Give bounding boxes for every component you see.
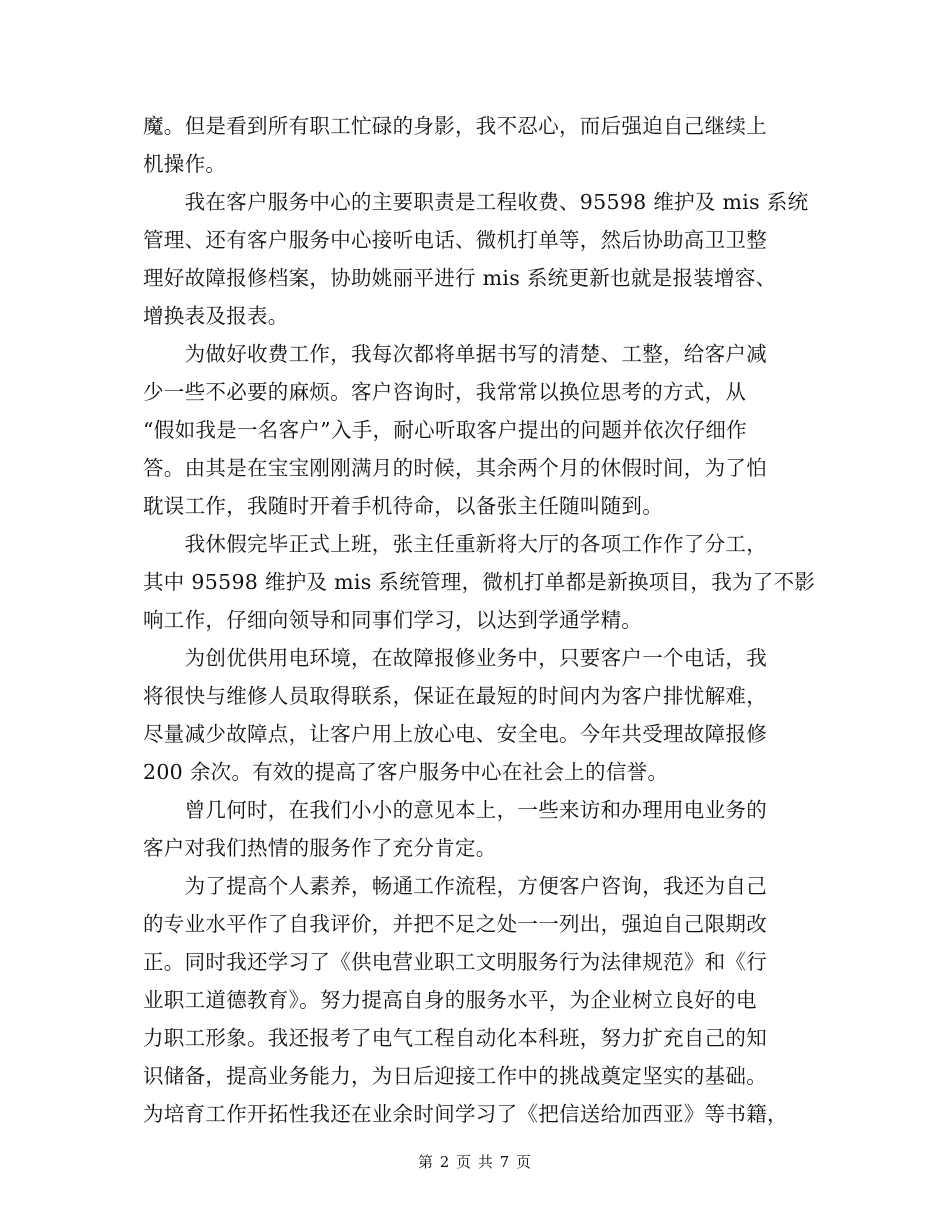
text-line: 为创优供用电环境，在故障报修业务中，只要客户一个电话，我	[143, 646, 767, 670]
text-line: 200 余次。有效的提高了客户服务中心在社会上的信誉。	[143, 760, 669, 784]
text-line: 答。由其是在宝宝刚刚满月的时候，其余两个月的休假时间，为了怕	[143, 456, 767, 480]
page-number-footer: 第 2 页 共 7 页	[418, 1153, 532, 1171]
text-line: 尽量减少故障点，让客户用上放心电、安全电。今年共受理故障报修	[143, 722, 767, 746]
text-line: 的专业水平作了自我评价，并把不足之处一一列出，强迫自己限期改	[143, 912, 767, 936]
text-line: 为培育工作开拓性我还在业余时间学习了《把信送给加西亚》等书籍，	[143, 1102, 788, 1126]
text-line: 将很快与维修人员取得联系，保证在最短的时间内为客户排忧解难，	[143, 684, 767, 708]
text-line: 为了提高个人素养，畅通工作流程，方便客户咨询，我还为自己	[143, 874, 767, 898]
text-line: 力职工形象。我还报考了电气工程自动化本科班，努力扩充自己的知	[143, 1026, 767, 1050]
text-line: 响工作，仔细向领导和同事们学习，以达到学通学精。	[143, 608, 643, 632]
text-line: 我休假完毕正式上班，张主任重新将大厅的各项工作作了分工，	[143, 532, 767, 556]
text-line: 耽误工作，我随时开着手机待命，以备张主任随叫随到。	[143, 494, 663, 518]
text-line: “假如我是一名客户”入手，耐心听取客户提出的问题并依次仔细作	[143, 418, 747, 442]
text-line: 管理、还有客户服务中心接听电话、微机打单等，然后协助高卫卫整	[143, 228, 767, 252]
text-line: 曾几何时，在我们小小的意见本上，一些来访和办理用电业务的	[143, 798, 767, 822]
text-line: 其中 95598 维护及 mis 系统管理，微机打单都是新换项目，我为了不影	[143, 570, 816, 594]
text-line: 识储备，提高业务能力，为日后迎接工作中的挑战奠定坚实的基础。	[143, 1064, 767, 1088]
text-line: 机操作。	[143, 152, 227, 176]
text-line: 少一些不必要的麻烦。客户咨询时，我常常以换位思考的方式，从	[143, 380, 747, 404]
text-line: 业职工道德教育》。努力提高自身的服务水平，为企业树立良好的电	[143, 988, 757, 1012]
text-line: 为做好收费工作，我每次都将单据书写的清楚、工整，给客户减	[143, 342, 767, 366]
text-line: 客户对我们热情的服务作了充分肯定。	[143, 836, 497, 860]
text-line: 正。同时我还学习了《供电营业职工文明服务行为法律规范》和《行	[143, 950, 767, 974]
text-line: 我在客户服务中心的主要职责是工程收费、95598 维护及 mis 系统	[143, 190, 809, 214]
text-line: 增换表及报表。	[143, 304, 289, 328]
text-line: 理好故障报修档案，协助姚丽平进行 mis 系统更新也就是报装增容、	[143, 266, 777, 290]
text-line: 魔。但是看到所有职工忙碌的身影，我不忍心，而后强迫自己继续上	[143, 114, 767, 138]
